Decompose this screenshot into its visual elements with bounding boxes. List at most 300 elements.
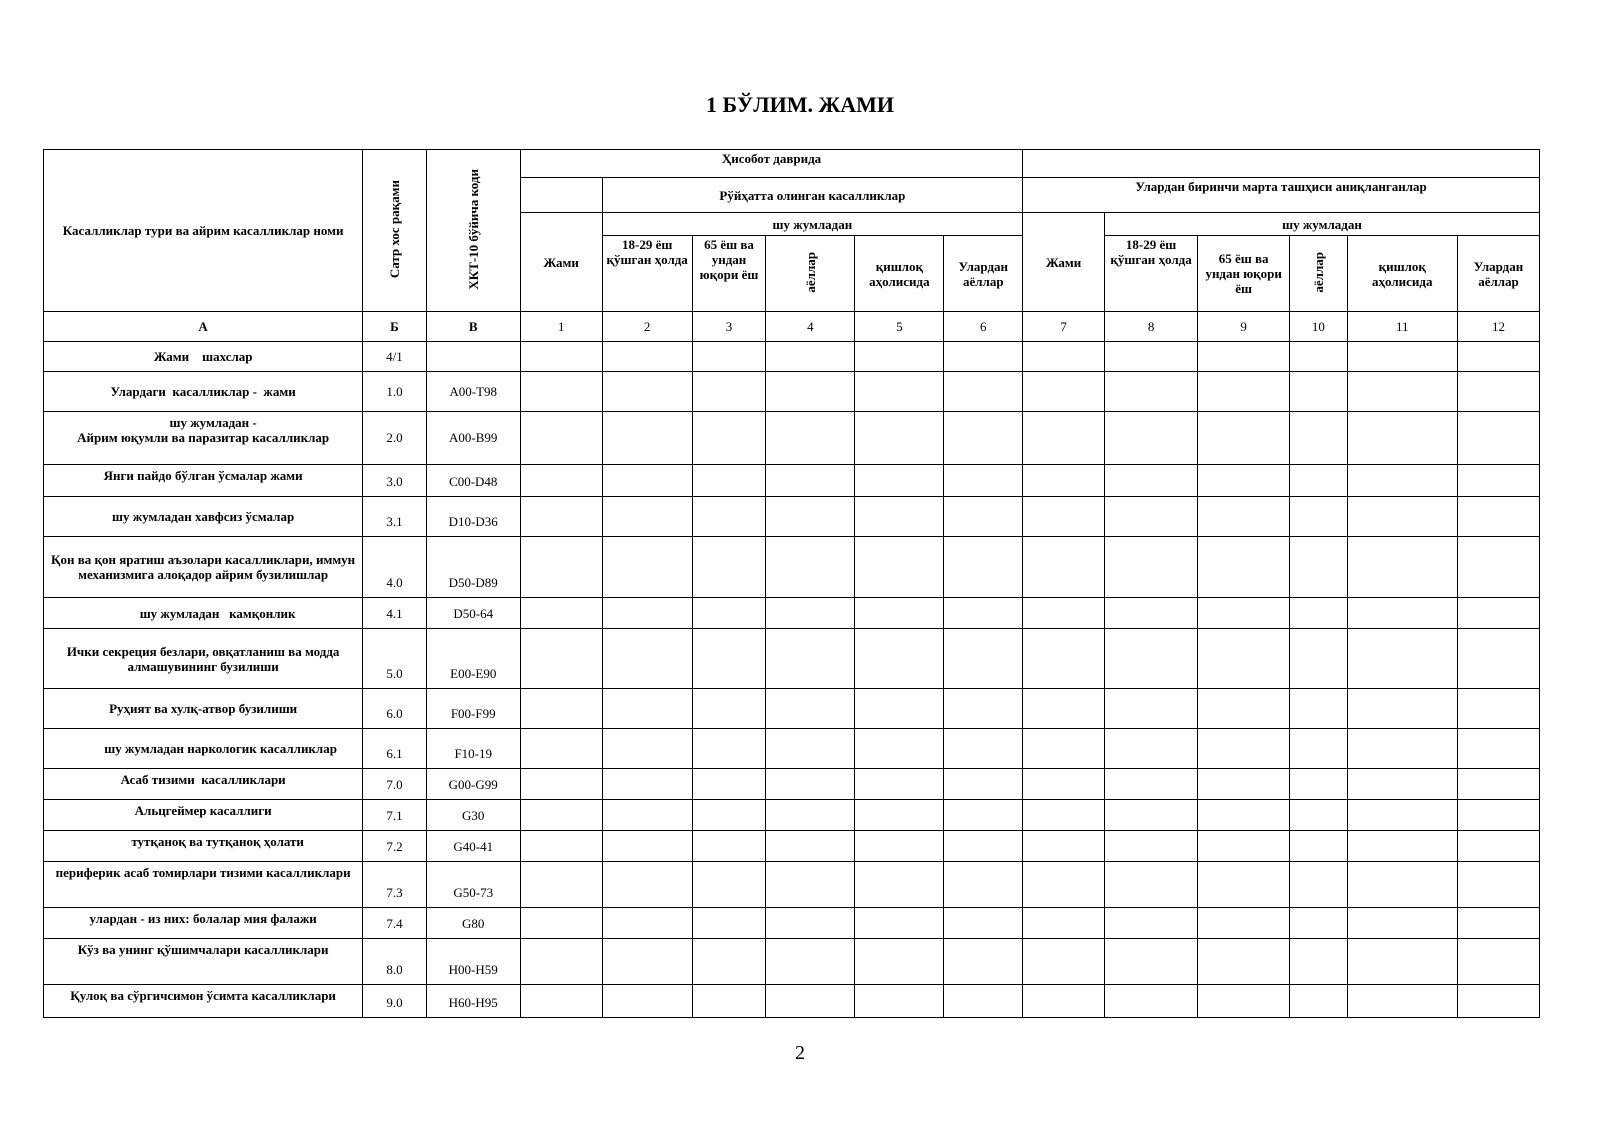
table-row xyxy=(44,862,1540,908)
data-cell[interactable] xyxy=(1458,412,1540,465)
row-number-cell: 6.0 xyxy=(363,689,426,729)
data-cell[interactable] xyxy=(692,412,766,465)
data-cell[interactable] xyxy=(1458,862,1540,908)
row-number-cell: 9.0 xyxy=(363,985,426,1018)
data-cell[interactable] xyxy=(1458,497,1540,537)
data-cell[interactable] xyxy=(1198,689,1290,729)
icd-code-cell: H60-H95 xyxy=(426,985,520,1018)
data-cell[interactable] xyxy=(1290,372,1347,412)
data-cell[interactable] xyxy=(1347,831,1458,862)
data-cell[interactable] xyxy=(692,831,766,862)
data-cell[interactable] xyxy=(602,939,692,985)
row-number-cell: 1.0 xyxy=(363,372,426,412)
data-cell[interactable] xyxy=(855,729,944,769)
disease-name-cell: Улардаги касалликлар - жами xyxy=(44,372,363,412)
data-cell[interactable] xyxy=(766,831,855,862)
data-cell[interactable] xyxy=(520,497,602,537)
row-number-cell: 6.1 xyxy=(363,729,426,769)
data-cell[interactable] xyxy=(692,629,766,689)
data-cell[interactable] xyxy=(1290,939,1347,985)
data-cell[interactable] xyxy=(855,689,944,729)
data-cell[interactable] xyxy=(1347,629,1458,689)
data-cell[interactable] xyxy=(1023,537,1105,598)
data-cell[interactable] xyxy=(602,862,692,908)
header-icd-code: ХКТ-10 бўйича коди xyxy=(426,150,520,312)
data-cell[interactable] xyxy=(944,862,1023,908)
header-total-right: Жами xyxy=(1023,213,1105,312)
data-cell[interactable] xyxy=(766,729,855,769)
disease-name-cell: Ички секреция безлари, овқатланиш ва модда алмашувининг бузилиши xyxy=(44,629,363,689)
data-cell[interactable] xyxy=(602,729,692,769)
data-cell[interactable] xyxy=(1347,985,1458,1018)
data-cell[interactable] xyxy=(1290,769,1347,800)
data-cell[interactable] xyxy=(1458,342,1540,372)
data-cell[interactable] xyxy=(1290,465,1347,497)
header-of-them-women-right: Улардан аёллар xyxy=(1458,236,1540,312)
data-cell[interactable] xyxy=(692,939,766,985)
table-row xyxy=(44,342,1540,372)
disease-name-cell: шу жумладан наркологик касалликлар xyxy=(44,729,363,769)
data-cell[interactable] xyxy=(855,537,944,598)
data-cell[interactable] xyxy=(766,908,855,939)
data-cell[interactable] xyxy=(1198,537,1290,598)
table-row xyxy=(44,769,1540,800)
header-of-them-women-left: Улардан аёллар xyxy=(944,236,1023,312)
data-cell[interactable] xyxy=(1347,689,1458,729)
data-cell[interactable] xyxy=(602,372,692,412)
table-row xyxy=(44,985,1540,1018)
header-women-right: аёллар xyxy=(1290,236,1347,312)
data-cell[interactable] xyxy=(520,729,602,769)
data-cell[interactable] xyxy=(855,598,944,629)
data-cell[interactable] xyxy=(944,800,1023,831)
data-cell[interactable] xyxy=(766,342,855,372)
row-number-cell: 5.0 xyxy=(363,629,426,689)
data-cell[interactable] xyxy=(602,800,692,831)
data-cell[interactable] xyxy=(944,497,1023,537)
data-cell[interactable] xyxy=(692,497,766,537)
data-cell[interactable] xyxy=(1458,465,1540,497)
data-cell[interactable] xyxy=(766,412,855,465)
data-cell[interactable] xyxy=(1105,800,1198,831)
data-cell[interactable] xyxy=(766,629,855,689)
table-row xyxy=(44,537,1540,598)
data-cell[interactable] xyxy=(944,985,1023,1018)
data-cell[interactable] xyxy=(1290,412,1347,465)
icd-code-cell: D10-D36 xyxy=(426,497,520,537)
data-cell[interactable] xyxy=(855,497,944,537)
data-cell[interactable] xyxy=(602,412,692,465)
icd-code-cell: F10-19 xyxy=(426,729,520,769)
data-cell[interactable] xyxy=(944,629,1023,689)
data-cell[interactable] xyxy=(692,985,766,1018)
data-cell[interactable] xyxy=(1290,729,1347,769)
data-cell[interactable] xyxy=(602,985,692,1018)
data-cell[interactable] xyxy=(520,412,602,465)
data-cell[interactable] xyxy=(1023,372,1105,412)
data-cell[interactable] xyxy=(1458,372,1540,412)
icd-code-cell: G50-73 xyxy=(426,862,520,908)
disease-name-cell: улардан - из них: болалар мия фалажи xyxy=(44,908,363,939)
icd-code-cell: A00-T98 xyxy=(426,372,520,412)
data-cell[interactable] xyxy=(692,372,766,412)
data-cell[interactable] xyxy=(1458,689,1540,729)
data-cell[interactable] xyxy=(520,465,602,497)
report-body xyxy=(44,342,1540,1018)
data-cell[interactable] xyxy=(855,939,944,985)
table-row xyxy=(44,939,1540,985)
data-cell[interactable] xyxy=(1290,537,1347,598)
header-rural-left: қишлоқ аҳолисида xyxy=(855,236,944,312)
data-cell[interactable] xyxy=(1347,537,1458,598)
data-cell[interactable] xyxy=(1458,769,1540,800)
data-cell[interactable] xyxy=(692,598,766,629)
data-cell[interactable] xyxy=(520,939,602,985)
data-cell[interactable] xyxy=(855,629,944,689)
data-cell[interactable] xyxy=(692,769,766,800)
data-cell[interactable] xyxy=(766,372,855,412)
data-cell[interactable] xyxy=(1290,497,1347,537)
table-row xyxy=(44,729,1540,769)
table-row xyxy=(44,372,1540,412)
data-cell[interactable] xyxy=(1458,985,1540,1018)
table-row xyxy=(44,629,1540,689)
data-cell[interactable] xyxy=(520,862,602,908)
data-cell[interactable] xyxy=(855,908,944,939)
data-cell[interactable] xyxy=(944,598,1023,629)
data-cell[interactable] xyxy=(1458,831,1540,862)
header-first-diagnosed: Улардан биринчи марта ташҳиси аниқланганлар xyxy=(1023,178,1540,213)
row-number-cell: 7.2 xyxy=(363,831,426,862)
data-cell[interactable] xyxy=(855,985,944,1018)
data-cell[interactable] xyxy=(1023,908,1105,939)
disease-name-cell: Қулоқ ва сўргичсимон ўсимта касалликлари xyxy=(44,985,363,1018)
data-cell[interactable] xyxy=(1105,985,1198,1018)
data-cell[interactable] xyxy=(1290,342,1347,372)
header-reporting-period: Ҳисобот даврида xyxy=(520,150,1022,178)
table-row xyxy=(44,412,1540,465)
icd-code-cell: G30 xyxy=(426,800,520,831)
data-cell[interactable] xyxy=(1105,465,1198,497)
data-cell[interactable] xyxy=(855,831,944,862)
data-cell[interactable] xyxy=(1105,598,1198,629)
data-cell[interactable] xyxy=(1198,769,1290,800)
data-cell[interactable] xyxy=(944,831,1023,862)
disease-name-cell: шу жумладан камқонлик xyxy=(44,598,363,629)
data-cell[interactable] xyxy=(1198,862,1290,908)
data-cell[interactable] xyxy=(855,800,944,831)
index-cell: 4 xyxy=(766,312,855,342)
data-cell[interactable] xyxy=(1347,497,1458,537)
data-cell[interactable] xyxy=(602,908,692,939)
data-cell[interactable] xyxy=(855,862,944,908)
disease-name-cell: Альцгеймер касаллиги xyxy=(44,800,363,831)
index-row xyxy=(44,312,1540,342)
disease-name-cell: Кўз ва унинг қўшимчалари касалликлари xyxy=(44,939,363,985)
data-cell[interactable] xyxy=(1023,769,1105,800)
data-cell[interactable] xyxy=(855,412,944,465)
data-cell[interactable] xyxy=(1105,342,1198,372)
index-cell: А xyxy=(44,312,363,342)
header-registered: Рўйҳатта олинган касалликлар xyxy=(602,178,1023,213)
data-cell[interactable] xyxy=(1458,729,1540,769)
data-cell[interactable] xyxy=(855,342,944,372)
data-cell[interactable] xyxy=(1023,598,1105,629)
data-cell[interactable] xyxy=(1105,831,1198,862)
data-cell[interactable] xyxy=(1198,465,1290,497)
data-cell[interactable] xyxy=(1105,629,1198,689)
row-number-cell: 4.1 xyxy=(363,598,426,629)
data-cell[interactable] xyxy=(1347,908,1458,939)
data-cell[interactable] xyxy=(520,629,602,689)
data-cell[interactable] xyxy=(1105,689,1198,729)
disease-name-cell: периферик асаб томирлари тизими касалликлари xyxy=(44,862,363,908)
data-cell[interactable] xyxy=(1023,465,1105,497)
data-cell[interactable] xyxy=(520,769,602,800)
data-cell[interactable] xyxy=(944,412,1023,465)
table-row xyxy=(44,831,1540,862)
data-cell[interactable] xyxy=(1458,598,1540,629)
disease-name-text: Айрим юқумли ва паразитар касалликлар xyxy=(77,430,330,445)
data-cell[interactable] xyxy=(1105,372,1198,412)
data-cell[interactable] xyxy=(1198,985,1290,1018)
index-cell: 1 xyxy=(520,312,602,342)
data-cell[interactable] xyxy=(1458,800,1540,831)
data-cell[interactable] xyxy=(520,985,602,1018)
data-cell[interactable] xyxy=(766,537,855,598)
disease-name-cell: Руҳият ва хулқ-атвор бузилиши xyxy=(44,689,363,729)
index-cell: 8 xyxy=(1105,312,1198,342)
data-cell[interactable] xyxy=(766,939,855,985)
header-including-left: шу жумладан xyxy=(602,213,1023,236)
data-cell[interactable] xyxy=(602,537,692,598)
data-cell[interactable] xyxy=(944,465,1023,497)
data-cell[interactable] xyxy=(520,800,602,831)
data-cell[interactable] xyxy=(766,985,855,1018)
data-cell[interactable] xyxy=(766,689,855,729)
page-number: 2 xyxy=(795,1042,805,1064)
data-cell[interactable] xyxy=(1347,729,1458,769)
data-cell[interactable] xyxy=(1458,908,1540,939)
data-cell[interactable] xyxy=(1023,689,1105,729)
data-cell[interactable] xyxy=(602,689,692,729)
header-disease-name: Касалликлар тури ва айрим касалликлар номи xyxy=(44,150,363,312)
index-cell: В xyxy=(426,312,520,342)
data-cell[interactable] xyxy=(1198,939,1290,985)
row-number-cell: 7.0 xyxy=(363,769,426,800)
data-cell[interactable] xyxy=(1105,908,1198,939)
data-cell[interactable] xyxy=(1198,372,1290,412)
data-cell[interactable] xyxy=(766,497,855,537)
data-cell[interactable] xyxy=(1105,769,1198,800)
data-cell[interactable] xyxy=(766,769,855,800)
data-cell[interactable] xyxy=(1290,598,1347,629)
data-cell[interactable] xyxy=(1290,908,1347,939)
data-cell[interactable] xyxy=(944,342,1023,372)
data-cell[interactable] xyxy=(602,769,692,800)
data-cell[interactable] xyxy=(1023,629,1105,689)
data-cell[interactable] xyxy=(1198,831,1290,862)
data-cell[interactable] xyxy=(1198,598,1290,629)
page-title: 1 БЎЛИМ. ЖАМИ xyxy=(706,92,894,117)
header-age-65-right: 65 ёш ва ундан юқори ёш xyxy=(1198,236,1290,312)
data-cell[interactable] xyxy=(1023,831,1105,862)
data-cell[interactable] xyxy=(766,598,855,629)
data-cell[interactable] xyxy=(1198,908,1290,939)
row-number-cell: 3.0 xyxy=(363,465,426,497)
data-cell[interactable] xyxy=(1105,939,1198,985)
icd-code-cell: D50-D89 xyxy=(426,537,520,598)
data-cell[interactable] xyxy=(602,831,692,862)
data-cell[interactable] xyxy=(520,831,602,862)
row-number-cell: 7.1 xyxy=(363,800,426,831)
data-cell[interactable] xyxy=(855,372,944,412)
data-cell[interactable] xyxy=(520,689,602,729)
data-cell[interactable] xyxy=(1023,342,1105,372)
data-cell[interactable] xyxy=(692,729,766,769)
data-cell[interactable] xyxy=(692,689,766,729)
row-number-cell: 4/1 xyxy=(363,342,426,372)
data-cell[interactable] xyxy=(692,862,766,908)
data-cell[interactable] xyxy=(1347,939,1458,985)
data-cell[interactable] xyxy=(1198,342,1290,372)
disease-name-cell: тутқаноқ ва тутқаноқ ҳолати xyxy=(44,831,363,862)
data-cell[interactable] xyxy=(944,537,1023,598)
header-including-right: шу жумладан xyxy=(1105,213,1540,236)
data-cell[interactable] xyxy=(692,465,766,497)
data-cell[interactable] xyxy=(602,497,692,537)
data-cell[interactable] xyxy=(766,465,855,497)
data-cell[interactable] xyxy=(1023,939,1105,985)
row-number-cell: 3.1 xyxy=(363,497,426,537)
data-cell[interactable] xyxy=(1347,342,1458,372)
data-cell[interactable] xyxy=(692,537,766,598)
data-cell[interactable] xyxy=(1347,372,1458,412)
index-cell: 3 xyxy=(692,312,766,342)
data-cell[interactable] xyxy=(1105,862,1198,908)
index-cell: 7 xyxy=(1023,312,1105,342)
data-cell[interactable] xyxy=(855,465,944,497)
icd-code-cell: E00-E90 xyxy=(426,629,520,689)
data-cell[interactable] xyxy=(1347,800,1458,831)
data-cell[interactable] xyxy=(1105,729,1198,769)
data-cell[interactable] xyxy=(944,729,1023,769)
index-cell: 6 xyxy=(944,312,1023,342)
data-cell[interactable] xyxy=(602,342,692,372)
data-cell[interactable] xyxy=(944,908,1023,939)
data-cell[interactable] xyxy=(1198,629,1290,689)
row-number-cell: 4.0 xyxy=(363,537,426,598)
data-cell[interactable] xyxy=(1198,800,1290,831)
data-cell[interactable] xyxy=(944,689,1023,729)
header-row-number: Сатр хос рақами xyxy=(363,150,426,312)
data-cell[interactable] xyxy=(1023,862,1105,908)
data-cell[interactable] xyxy=(1105,537,1198,598)
data-cell[interactable] xyxy=(1105,497,1198,537)
data-cell[interactable] xyxy=(1290,862,1347,908)
data-cell[interactable] xyxy=(1198,729,1290,769)
data-cell[interactable] xyxy=(1023,412,1105,465)
data-cell[interactable] xyxy=(1458,939,1540,985)
data-cell[interactable] xyxy=(520,342,602,372)
index-cell: 10 xyxy=(1290,312,1347,342)
icd-code-cell: C00-D48 xyxy=(426,465,520,497)
data-cell[interactable] xyxy=(602,465,692,497)
data-cell[interactable] xyxy=(692,342,766,372)
data-cell[interactable] xyxy=(766,862,855,908)
disease-name-prefix: шу жумладан - xyxy=(169,415,257,430)
data-cell[interactable] xyxy=(1023,729,1105,769)
data-cell[interactable] xyxy=(520,598,602,629)
disease-name-cell: Янги пайдо бўлган ўсмалар жами xyxy=(44,465,363,497)
header-age-65-left: 65 ёш ва ундан юқори ёш xyxy=(692,236,766,312)
data-cell[interactable] xyxy=(766,800,855,831)
row-number-cell: 7.4 xyxy=(363,908,426,939)
table-row xyxy=(44,800,1540,831)
data-cell[interactable] xyxy=(692,800,766,831)
data-cell[interactable] xyxy=(1198,497,1290,537)
icd-code-cell: H00-H59 xyxy=(426,939,520,985)
disease-name-cell: Қон ва қон яратиш аъзолари касалликлари, иммун механизмига алоқадор айрим бузилишлар xyxy=(44,537,363,598)
header-rural-right: қишлоқ аҳолисида xyxy=(1347,236,1458,312)
data-cell[interactable] xyxy=(1347,769,1458,800)
data-cell[interactable] xyxy=(1290,800,1347,831)
table-row xyxy=(44,908,1540,939)
data-cell[interactable] xyxy=(944,372,1023,412)
data-cell[interactable] xyxy=(520,908,602,939)
data-cell[interactable] xyxy=(602,598,692,629)
icd-code-cell: G00-G99 xyxy=(426,769,520,800)
row-number-cell: 2.0 xyxy=(363,412,426,465)
data-cell[interactable] xyxy=(1290,689,1347,729)
data-cell[interactable] xyxy=(1290,985,1347,1018)
data-cell[interactable] xyxy=(1458,629,1540,689)
disease-name-cell xyxy=(44,412,363,465)
data-cell[interactable] xyxy=(602,629,692,689)
data-cell[interactable] xyxy=(1347,412,1458,465)
data-cell[interactable] xyxy=(1347,465,1458,497)
data-cell[interactable] xyxy=(1023,800,1105,831)
icd-code-cell: G40-41 xyxy=(426,831,520,862)
data-cell[interactable] xyxy=(855,769,944,800)
data-cell[interactable] xyxy=(944,939,1023,985)
data-cell[interactable] xyxy=(1347,862,1458,908)
index-cell: 5 xyxy=(855,312,944,342)
icd-code-cell: F00-F99 xyxy=(426,689,520,729)
icd-code-cell: D50-64 xyxy=(426,598,520,629)
data-cell[interactable] xyxy=(1290,831,1347,862)
index-cell: 12 xyxy=(1458,312,1540,342)
data-cell[interactable] xyxy=(944,769,1023,800)
data-cell[interactable] xyxy=(1347,598,1458,629)
row-number-cell: 8.0 xyxy=(363,939,426,985)
data-cell[interactable] xyxy=(692,908,766,939)
data-cell[interactable] xyxy=(1458,537,1540,598)
data-cell[interactable] xyxy=(520,372,602,412)
index-cell: 2 xyxy=(602,312,692,342)
disease-name-cell: шу жумладан хавфсиз ўсмалар xyxy=(44,497,363,537)
table-row xyxy=(44,465,1540,497)
icd-code-cell: A00-B99 xyxy=(426,412,520,465)
data-cell[interactable] xyxy=(1198,412,1290,465)
header-age-18-29-left: 18-29 ёш қўшган ҳолда xyxy=(602,236,692,312)
data-cell[interactable] xyxy=(1290,629,1347,689)
data-cell[interactable] xyxy=(1105,412,1198,465)
data-cell[interactable] xyxy=(1023,985,1105,1018)
table-row xyxy=(44,497,1540,537)
data-cell[interactable] xyxy=(520,537,602,598)
data-cell[interactable] xyxy=(1023,497,1105,537)
